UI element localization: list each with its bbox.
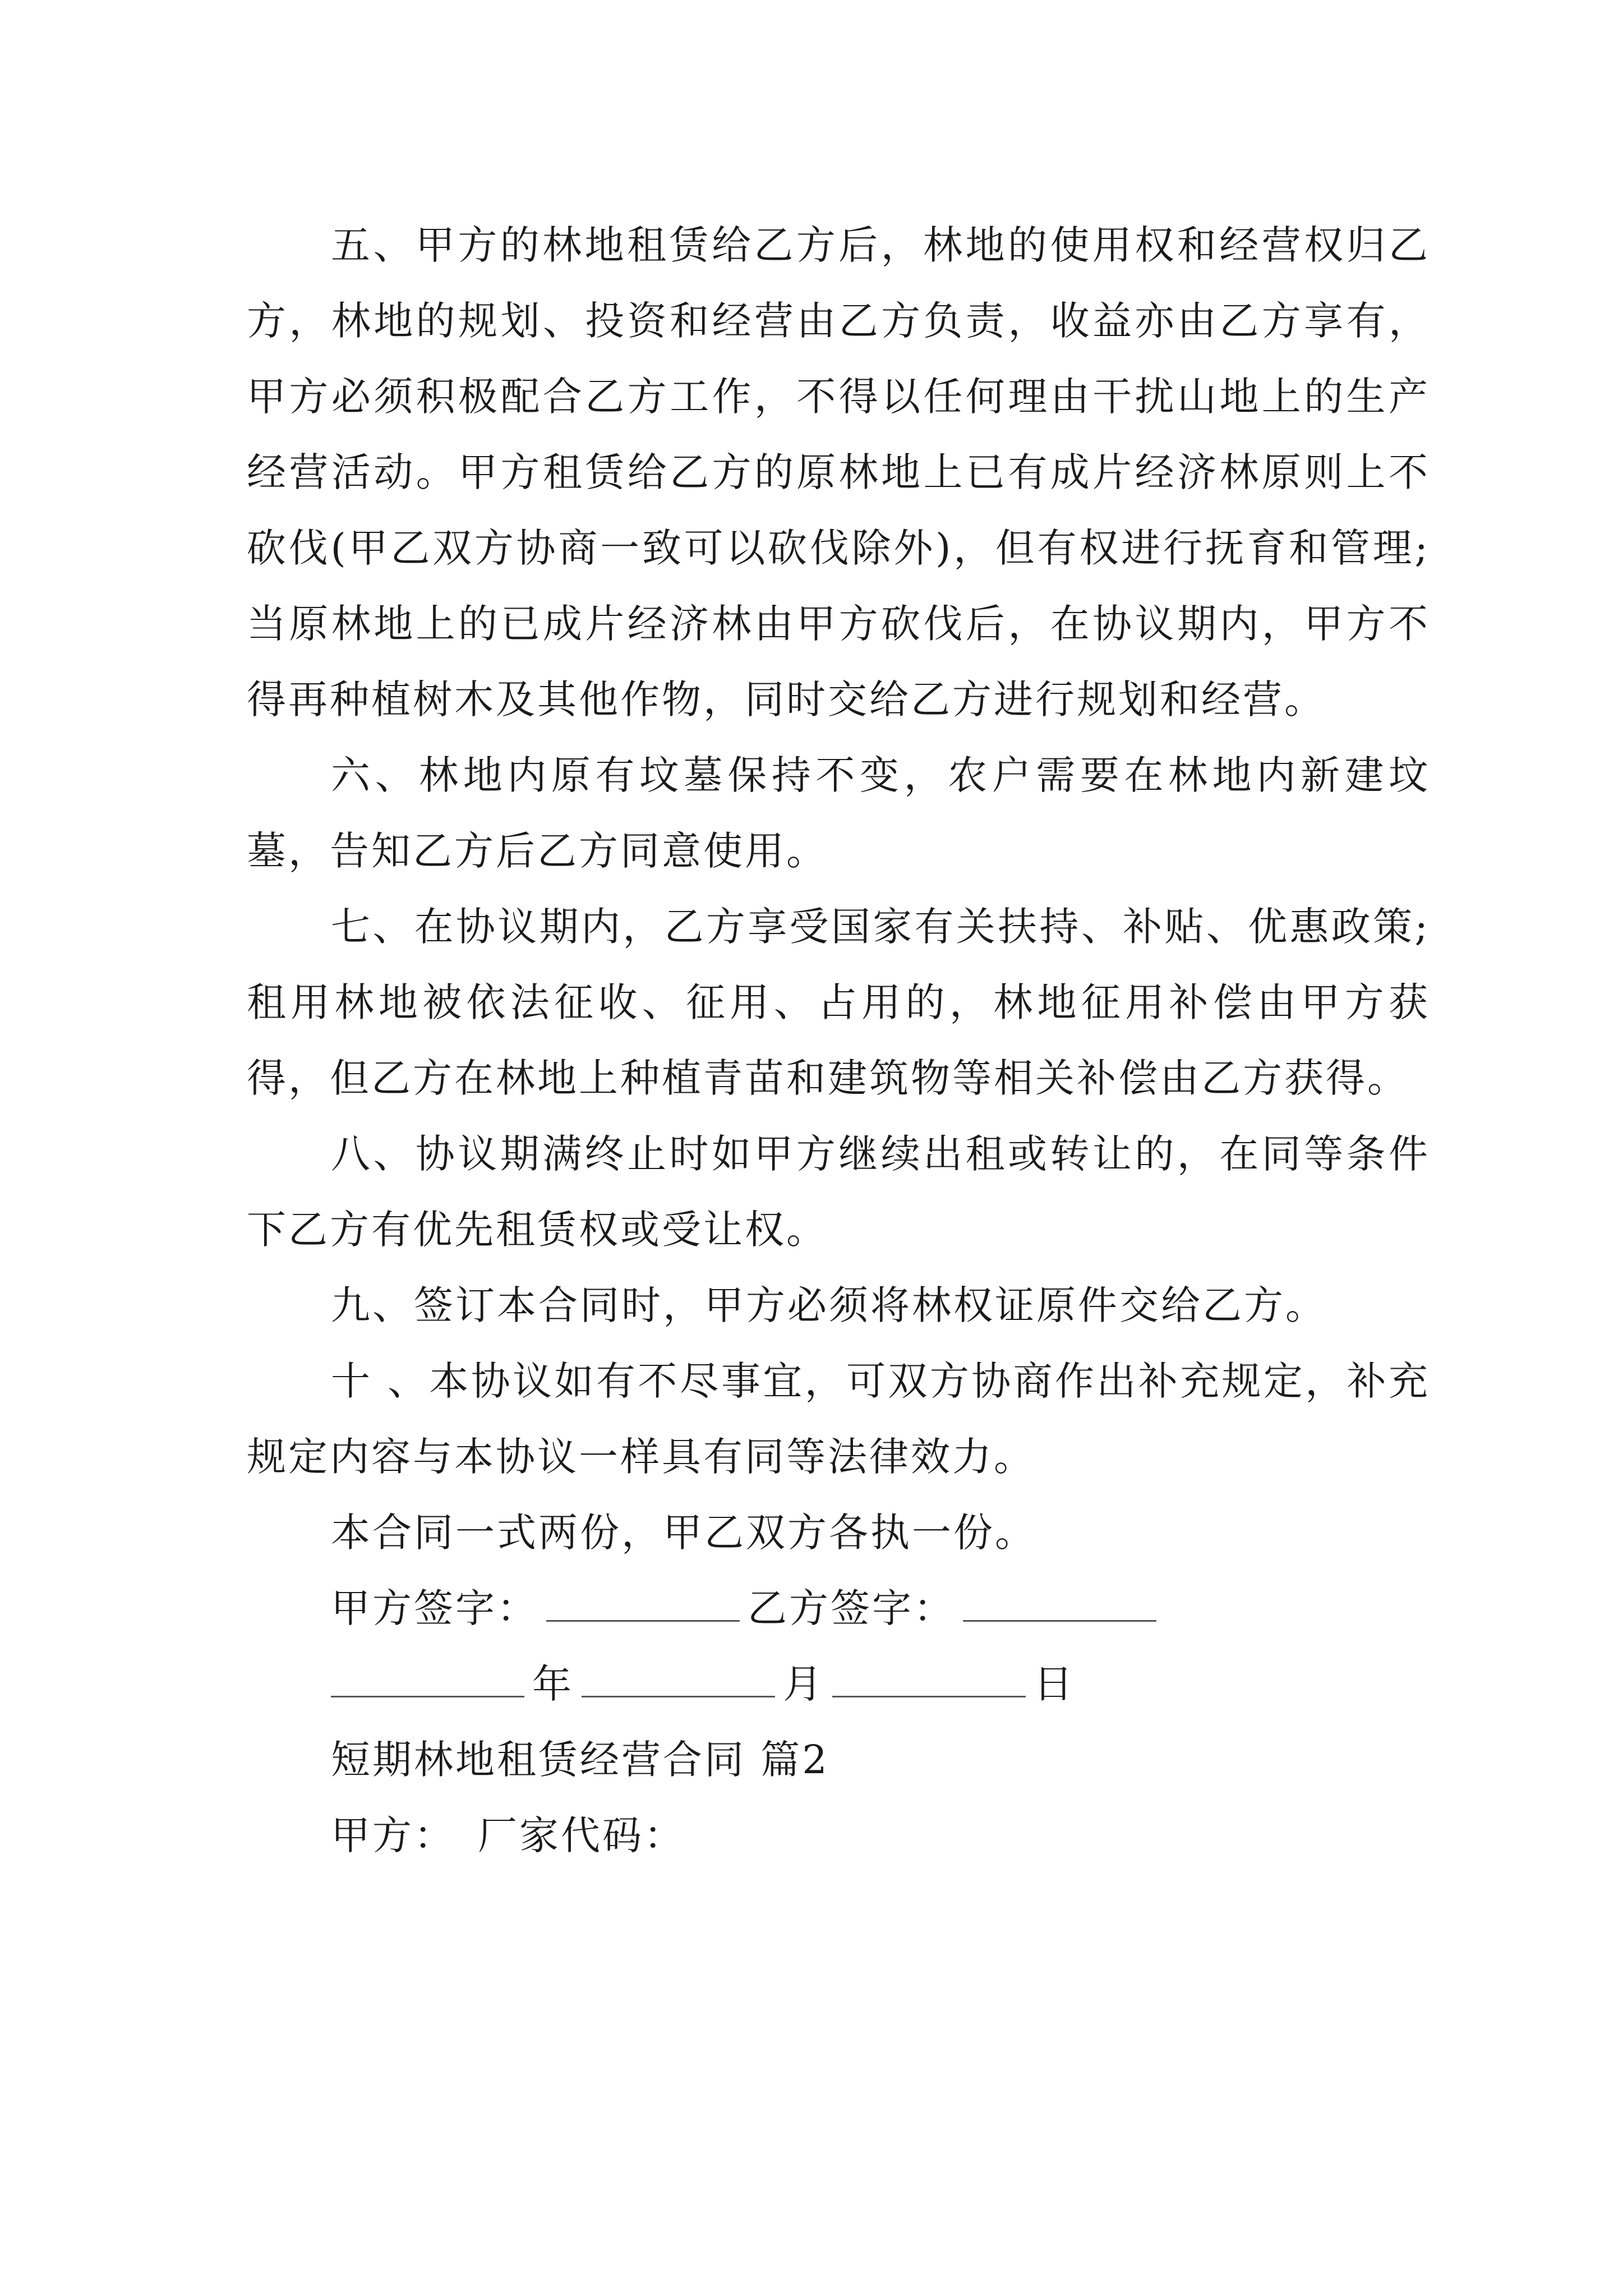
year-label: 年 xyxy=(532,1661,574,1707)
party-a-line xyxy=(247,1798,1430,1874)
signature-line xyxy=(247,1571,1430,1646)
clause-seven: 七、在协议期内，乙方享受国家有关扶持、补贴、优惠政策;租用林地被依法征收、征用、占用的，林地征用补偿由甲方获得，但乙方在林地上种植青苗和建筑物等相关补偿由乙方获得。 xyxy=(247,904,1430,1101)
party-a-signature-blank xyxy=(546,1585,740,1622)
manufacturer-code-label: 厂家代码： xyxy=(478,1812,685,1858)
party-a-label: 甲方： xyxy=(331,1812,455,1858)
year-blank xyxy=(331,1661,524,1697)
clause-eight: 八、协议期满终止时如甲方继续出租或转让的，在同等条件下乙方有优先租赁权或受让权。 xyxy=(247,1131,1430,1253)
date-line xyxy=(247,1646,1430,1722)
section-title: 短期林地租赁经营合同 篇2 xyxy=(331,1737,829,1783)
clause-five: 五、甲方的林地租赁给乙方后，林地的使用权和经营权归乙方，林地的规划、投资和经营由乙方负责，收益亦由乙方享有，甲方必须积极配合乙方工作，不得以任何理由干扰山地上的生产经营活动。甲方租赁给乙方的原林地上已有成片经济林原则上不砍伐(甲乙双方协商一致可以砍伐除外)，但有权进行抚育和管理;当原林地上的已成片经济林由甲方砍伐后，在协议期内，甲方不得再种植树木及其他作物，同时交给乙方进行规划和经营。 xyxy=(247,222,1430,723)
copies-note: 本合同一式两份，甲乙双方各执一份。 xyxy=(331,1510,1036,1556)
party-a-signature-label: 甲方签字： xyxy=(331,1585,538,1631)
day-blank xyxy=(832,1661,1026,1697)
document-page xyxy=(247,208,1430,1874)
clause-six: 六、林地内原有坟墓保持不变，农户需要在林地内新建坟墓，告知乙方后乙方同意使用。 xyxy=(247,752,1430,874)
clause-nine: 九、签订本合同时，甲方必须将林权证原件交给乙方。 xyxy=(331,1282,1327,1328)
party-b-signature-blank xyxy=(963,1585,1156,1622)
day-label: 日 xyxy=(1034,1661,1075,1707)
party-b-signature-label: 乙方签字： xyxy=(748,1585,955,1631)
month-blank xyxy=(582,1661,775,1697)
month-label: 月 xyxy=(783,1661,824,1707)
clause-ten: 十 、本协议如有不尽事宜，可双方协商作出补充规定，补充规定内容与本协议一样具有同等法律效力。 xyxy=(247,1358,1430,1480)
